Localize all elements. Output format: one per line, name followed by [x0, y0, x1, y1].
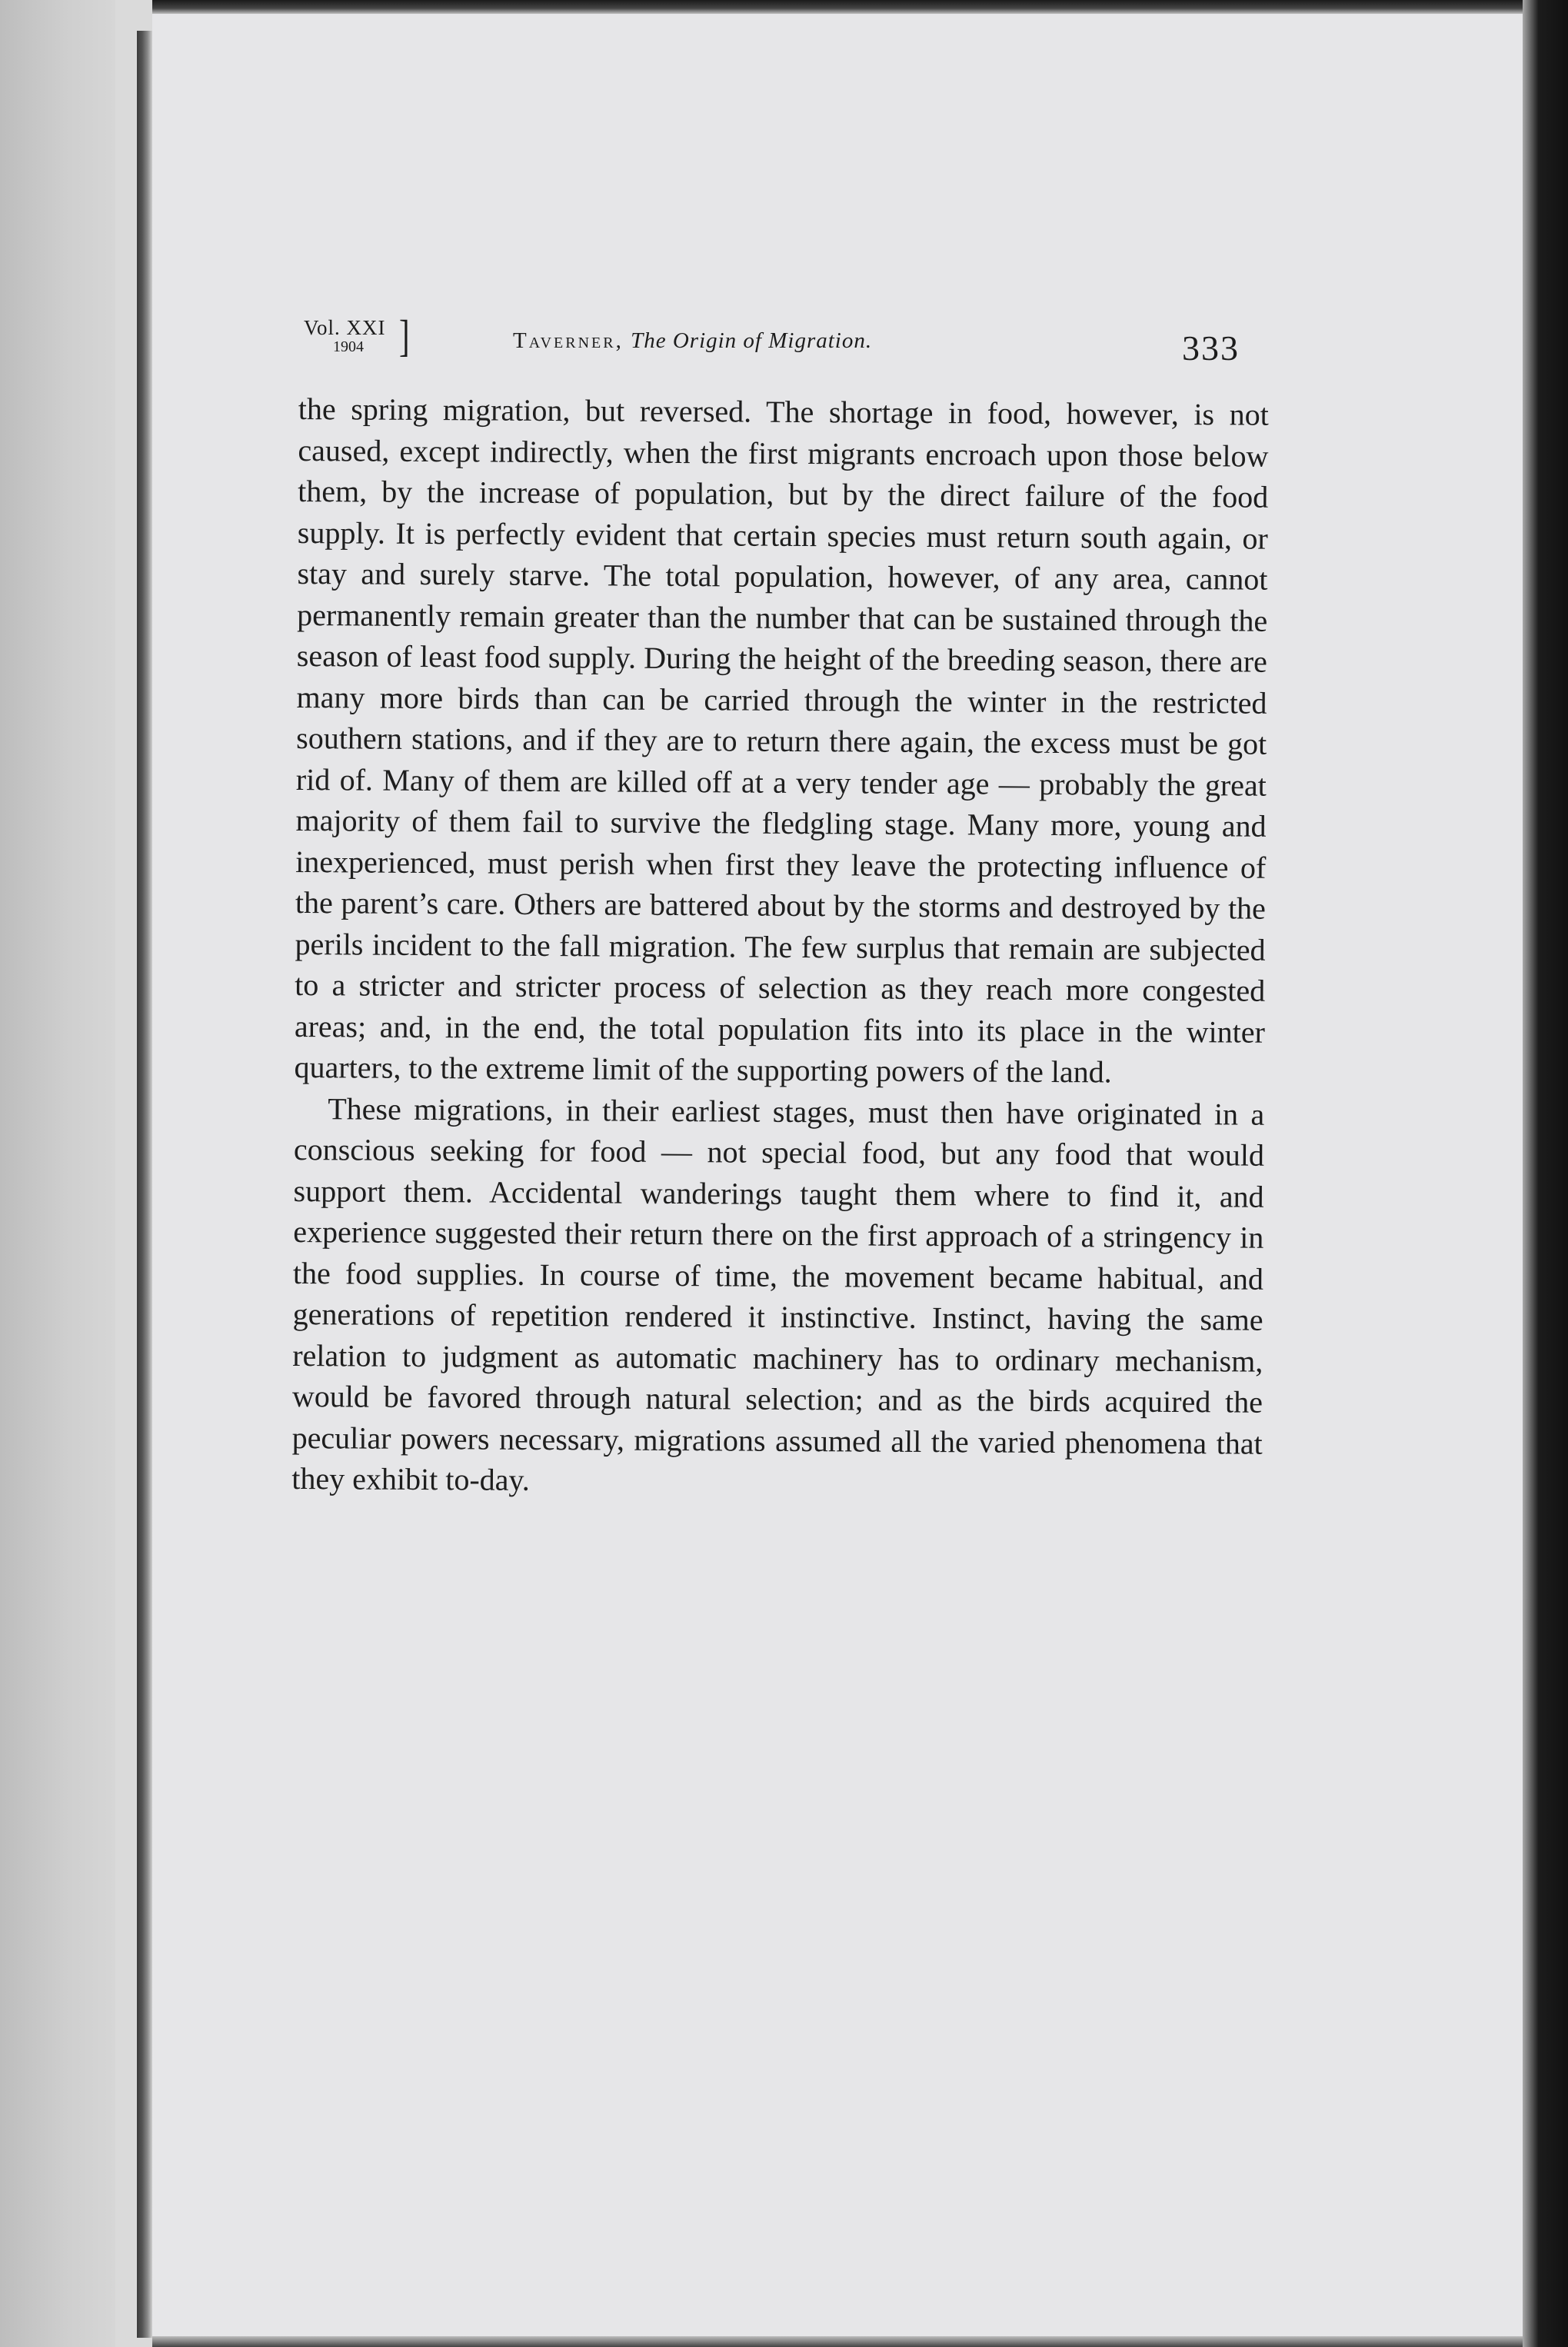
top-edge-shadow	[152, 0, 1523, 14]
volume-year: 1904	[333, 338, 364, 355]
running-head	[304, 311, 1269, 375]
right-edge-shadow	[1523, 0, 1568, 2347]
header-author: Taverner,	[513, 328, 624, 353]
body-text	[291, 388, 1269, 1505]
page-number: 333	[1182, 328, 1240, 368]
paragraph-1: the spring migration, but reversed. The shortage in food, however, is not caused, except indirectly, when the first migrants encroach upon those below them, by the increase of population, but by the direct failure of the food supply. It is perfectly evident that certain species must return south again, or stay and surely starve. The total population, however, of any area, cannot permanently remain greater than the number that can be sustained through the season of least food supply. During the height of the breeding season, there are many more birds than can be carried through the winter in the restricted southern stations, and if they are to return there again, the excess must be got rid of. Many of them are killed off at a very tender age — probably the great majority of them fail to survive the fledgling stage. Many more, young and inexperienced, must perish when first they leave the protecting influence of the parent’s care. Others are battered about by the storms and destroyed by the perils incident to the fall migration. The few surplus that remain are subjected to a stricter and stricter process of selection as they reach more congested areas; and, in the end, the total population fits into its place in the winter quarters, to the extreme limit of the supporting powers of the land.	[294, 391, 1269, 1090]
volume-bracket: ]	[399, 311, 410, 361]
paragraph-2: These migrations, in their earliest stages, must then have originated in a conscious seeking for food — not special food, but any food that would support them. Accidental wanderings taught them where to find it, and experience suggested their return there on the first approach of a stringency in the food supplies. In course of time, the movement became habitual, and generations of repetition rendered it instinctive. Instinct, having the same relation to judgment as automatic machinery has to ordinary mechanism, would be favored through natural selection; and as the birds acquired the peculiar powers necessary, migrations assumed all the varied phenomena that they exhibit to-day.	[291, 1090, 1265, 1497]
binding-gutter-shadow	[137, 31, 152, 2338]
header-work-title: The Origin of Migration.	[631, 328, 873, 353]
volume-label: Vol. XXI	[304, 316, 386, 339]
facing-page-margin	[0, 0, 115, 2347]
header-title	[513, 328, 872, 354]
bottom-edge-shadow	[152, 2336, 1523, 2347]
